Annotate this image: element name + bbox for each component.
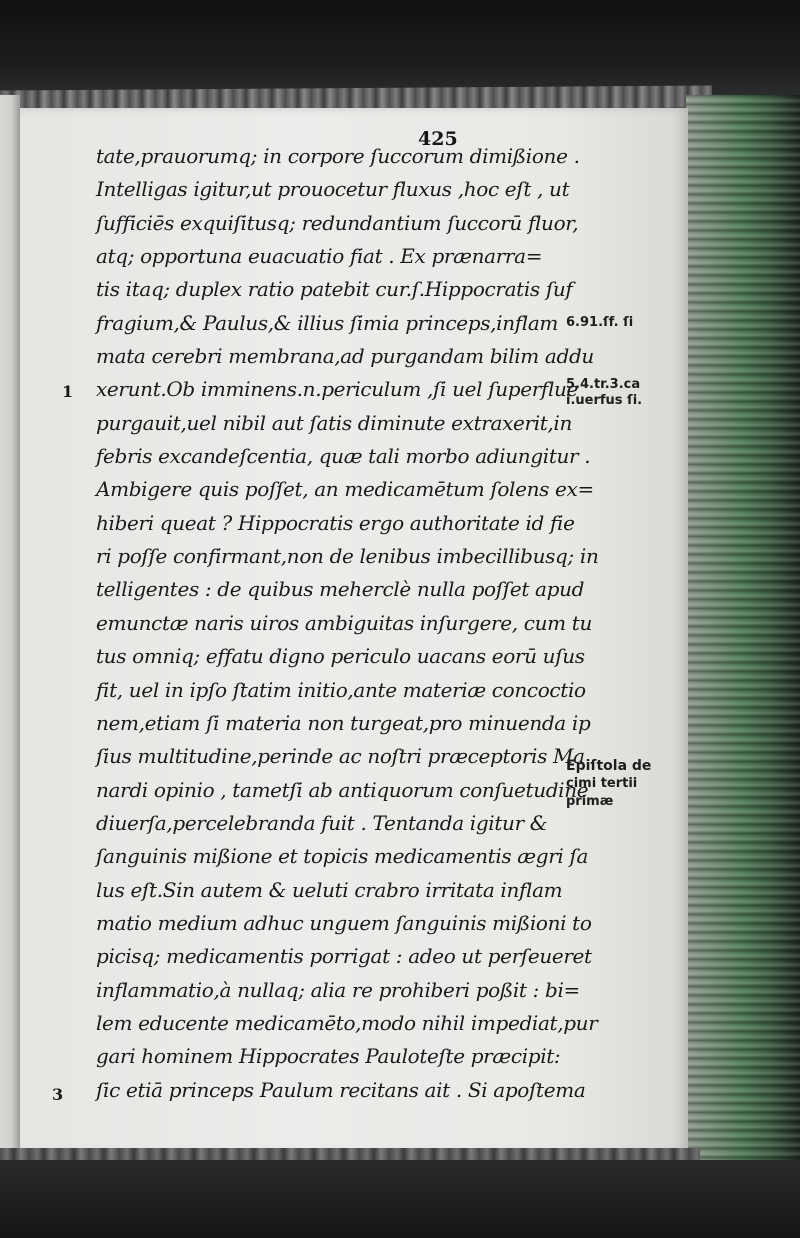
text-line: lem educente medicamēto,modo nihil impediat,pur (96, 1010, 598, 1035)
text-line: xerunt.Ob imminens.n.periculum ,ſi uel ſuperflue (96, 377, 579, 402)
text-line: diuerſa,percelebranda fuit . Tentanda igitur & (96, 810, 548, 835)
photo-surround-bottom (0, 1160, 800, 1238)
text-line: Intelligas igitur,ut prouocetur fluxus ,hoc eſt , ut (96, 177, 570, 202)
left-margin-marker: 3 (52, 1085, 64, 1104)
text-line: atq; opportuna euacuatio fiat . Ex prænarra= (96, 244, 543, 269)
text-line: ſic etiā princeps Paulum recitans ait . Si apoſtema (96, 1077, 586, 1102)
text-line: ri poſſe confirmant,non de lenibus imbecillibusq; in (96, 544, 599, 569)
text-line: ſufficiēs exquiſitusq; redundantium ſuccorū fluor, (96, 210, 579, 235)
text-line: ſanguinis mißione et topicis medicamentis ægri ſa (96, 844, 589, 869)
text-line: picisq; medicamentis porrigat : adeo ut perſeueret (96, 944, 592, 969)
text-line: gari hominem Hippocrates Pauloteſte præcipit: (96, 1044, 561, 1069)
margin-note: 6.91.ſf. ſi (566, 315, 634, 330)
text-line: fit, uel in ipſo ſtatim initio,ante materiæ concoctio (96, 677, 586, 702)
text-line: emunctæ naris uiros ambiguitas inſurgere, cum tu (96, 610, 592, 635)
text-line: telligentes : de quibus meherclè nulla poſſet apud (96, 577, 585, 602)
text-line: matio medium adhuc unguem ſanguinis mißioni to (96, 910, 592, 935)
facing-page-edge (0, 95, 20, 1160)
book-fore-edge (686, 95, 800, 1170)
text-line: nardi opinio , tametſi ab antiquorum conſuetudine (96, 777, 589, 802)
margin-note: primæ (566, 794, 614, 809)
text-line: febris excandeſcentia, quæ tali morbo adiungitur . (96, 444, 591, 469)
margin-note: 5.4.tr.3.ca (566, 377, 641, 392)
margin-note: Epiſtola de (566, 758, 652, 774)
text-line: hiberi queat ? Hippocratis ergo authoritate id fie (96, 510, 575, 535)
text-line: Ambigere quis poſſet, an medicamētum ſolens ex= (96, 477, 594, 502)
margin-note: cimi tertii (566, 776, 638, 791)
left-margin-marker: 1 (62, 382, 74, 401)
text-line: inflammatio,à nullaq; alia re prohiberi poßit : bi= (96, 977, 580, 1002)
text-line: tis itaq; duplex ratio patebit cur.ſ.Hippocratis ſuf (96, 277, 573, 302)
text-line: tus omniq; effatu digno periculo uacans eorū uſus (96, 644, 585, 669)
text-line: tate,prauorumq; in corpore ſuccorum dimißione . (96, 144, 580, 168)
text-line: ſius multitudine,perinde ac noſtri præceptoris Ma (96, 744, 585, 769)
margin-note: i.uerfus ſi. (566, 393, 643, 408)
text-line: purgauit,uel nibil aut ſatis diminute extraxerit,in (96, 410, 573, 435)
page-number: 425 (418, 128, 458, 150)
text-line: fragium,& Paulus,& illius ſimia princeps,inflam (96, 310, 559, 335)
text-line: mata cerebri membrana,ad purgandam bilim addu (96, 344, 594, 369)
text-line: nem,etiam ſi materia non turgeat,pro minuenda ip (96, 710, 591, 735)
photo-surround-top (0, 0, 800, 95)
text-line: lus eſt.Sin autem & ueluti crabro irritata inflam (96, 877, 563, 902)
